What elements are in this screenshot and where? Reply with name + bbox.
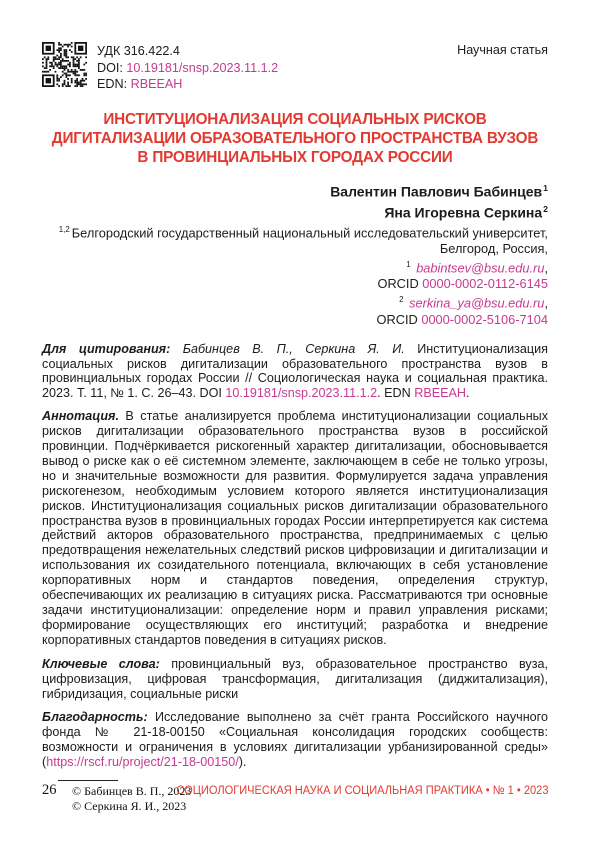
keywords-label: Ключевые слова: [42, 656, 172, 671]
author-1-orcid-link[interactable]: 0000-0002-0112-6145 [422, 276, 548, 292]
author-2-email-line: $^2$ serkina_ya@bsu.edu.ru, [399, 295, 548, 311]
citation-note: Для цитирования: Бабинцев В. П., Серкина Я. И. Институционализация социальных рисков дигитализации образовательного пространства вузов в провинциальных городах России // Социологическая наука и социальная практика. 2023. Т. 11, № 1. С. 26–43. DOI 10.19181/snsp.2023.11.1.2. EDN RBEEAH. [42, 341, 548, 401]
doi-link[interactable]: 10.19181/snsp.2023.11.1.2 [126, 60, 279, 75]
author-1-sup: 1 [543, 182, 548, 193]
grant-url-link[interactable]: https://rscf.ru/project/21-18-00150/ [46, 755, 239, 770]
orcid-label: ORCID [376, 311, 422, 327]
author-2-name: Яна Игоревна Серкина$^2$ [384, 204, 548, 221]
author-2-orcid-link[interactable]: 0000-0002-5106-7104 [421, 311, 548, 327]
author-2-orcid-line [42, 312, 548, 328]
keywords [42, 657, 548, 702]
article-header [42, 42, 548, 93]
keywords-text: провинциальный вуз, образовательное пространство вуза, цифровизация, цифровая трансформация, дигитализация (диджитализация), гибридизация, социальные риски [42, 656, 549, 701]
abstract [42, 409, 548, 648]
author-1-email-line: $^1$ babintsev@bsu.edu.ru, [406, 260, 548, 276]
abstract-text: В статье анализируется проблема институционализации социальных рисков дигитализации образовательного пространства вузов в российской провинции. Подчёркивается рискогенный характер дигитализации, обосновывается вывод о риске как о её системном элементе, заключающем в себе не только угрозы, но и значительные возможности для развития. Формулируется задача управления рискогенезом, необходимым условием которого является институционализация рисков. Институционализация социальных рисков дигитализации образовательного пространства вузов в провинциальных городах России интерпретируется как система действий акторов образовательного пространства, предпринимаемых с целью предотвращения нежелательных следствий рисков цифровизации и дигитализации и использования их созидательного потенциала, включающих в себя установление корпоративных норм и стандартов поведения, определения структур, обеспечивающих их реализацию в ситуациях риска. Рассматриваются три основные задачи институционализации: определение норм и правил управления рисками; формирование осуществляющих его институций; разработка и внедрение корпоративных стандартов поведения в ситуациях рисков. [42, 409, 548, 647]
title-line-1: ИНСТИТУЦИОНАЛИЗАЦИЯ СОЦИАЛЬНЫХ РИСКОВ [103, 110, 487, 128]
title-line-3: В ПРОВИНЦИАЛЬНЫХ ГОРОДАХ РОССИИ [137, 148, 453, 166]
edn-label: EDN: [97, 77, 131, 91]
citation-edn-link[interactable]: RBEEAH [414, 386, 467, 401]
author-1-email-link[interactable]: babintsev@bsu.edu.ru [416, 260, 545, 276]
qr-code-icon [42, 42, 87, 87]
article-type-label: Научная статья [457, 43, 548, 57]
acknowledgment: Благодарность: Исследование выполнено за счёт гранта Российского научного фонда № 21-18-00150 «Социальная консолидация городских сообществ: возможности и ограничения в условиях дигитализации урбанизированной среды» (https://rscf.ru/project/21-18-00150/). [42, 710, 548, 770]
acknowledgment-label: Благодарность: [42, 710, 155, 725]
article-title [42, 110, 548, 167]
title-line-2: ДИГИТАЛИЗАЦИИ ОБРАЗОВАТЕЛЬНОГО ПРОСТРАНСТВА ВУЗОВ [51, 129, 539, 147]
doi-line [97, 60, 278, 77]
affiliation-sup: 1,2 [58, 224, 70, 234]
udc-number: УДК 316.422.4 [97, 44, 180, 58]
citation-doi-link[interactable]: 10.19181/snsp.2023.11.1.2 [225, 386, 378, 401]
authors-block [42, 179, 548, 328]
copyright-line-2: © Серкина Я. И., 2023 [72, 798, 187, 813]
affiliation-city: Белгород, Россия, [439, 241, 548, 257]
copyright-line-1: © Бабинцев В. П., 2023 [72, 784, 192, 799]
author-2-email-link[interactable]: serkina_ya@bsu.edu.ru [409, 295, 545, 311]
affiliation-line: $^{1,2}$ Белгородский государственный национальный исследовательский университет, [58, 224, 548, 241]
edn-link[interactable]: RBEEAH [130, 77, 183, 91]
page-number: 26 [42, 782, 57, 798]
edn-line [97, 76, 278, 93]
citation-authors: Бабинцев В. П., Серкина Я. И. [182, 341, 418, 356]
acknowledgment-text: Исследование выполнено за счёт гранта Российского научного фонда № 21-18-00150 «Социальная консолидация городских сообществ: возможности и ограничения в условиях дигитализации урбанизированной среды» ( [42, 710, 548, 770]
orcid-label: ORCID [377, 276, 423, 292]
page-footer [42, 782, 548, 799]
journal-title: СОЦИОЛОГИЧЕСКАЯ НАУКА И СОЦИАЛЬНАЯ ПРАКТИКА • № 1 • 2023 [175, 783, 548, 797]
article-meta [97, 42, 278, 93]
doi-label: DOI: [97, 60, 127, 75]
copyright-rule [58, 780, 118, 781]
author-1-name: Валентин Павлович Бабинцев$^1$ [330, 182, 548, 200]
author-1-orcid-line [42, 276, 548, 292]
citation-label: Для цитирования: [42, 341, 183, 356]
abstract-label: Аннотация. [42, 409, 126, 424]
author-2-sup: 2 [543, 204, 548, 215]
